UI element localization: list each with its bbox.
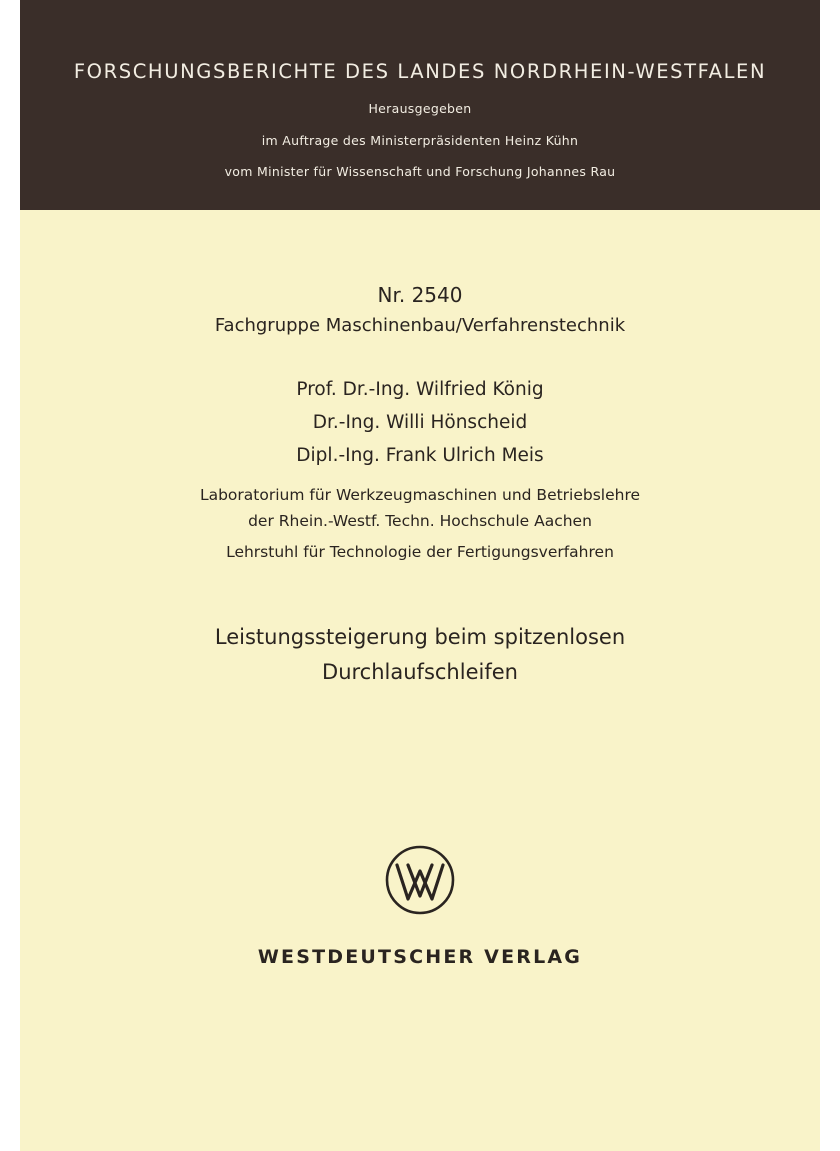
author-3: Dipl.-Ing. Frank Ulrich Meis: [296, 445, 544, 466]
series-title: FORSCHUNGSBERICHTE DES LANDES NORDRHEIN-WESTFALEN: [73, 60, 767, 83]
report-number: Nr. 2540: [377, 283, 463, 307]
editor-note-line-2: im Auftrage des Ministerpräsidenten Heinz Kühn: [261, 133, 579, 148]
editor-note-line-3: vom Minister für Wissenschaft und Forschung Johannes Rau: [224, 164, 616, 179]
institution-line-3: Lehrstuhl für Technologie der Fertigungsverfahren: [226, 543, 614, 561]
book-title-line-1: Leistungssteigerung beim spitzenlosen: [214, 625, 626, 649]
institution-line-1: Laboratorium für Werkzeugmaschinen und Betriebslehre: [199, 486, 641, 504]
wv-publisher-logo-icon: [384, 844, 456, 916]
book-cover: [20, 0, 820, 1151]
book-title-line-2: Durchlaufschleifen: [322, 660, 518, 684]
institution-line-2: der Rhein.-Westf. Techn. Hochschule Aachen: [248, 512, 592, 530]
series-header-band: [20, 0, 820, 210]
subject-group: Fachgruppe Maschinenbau/Verfahrenstechnik: [214, 315, 626, 336]
publisher-name: WESTDEUTSCHER VERLAG: [257, 946, 583, 968]
author-2: Dr.-Ing. Willi Hönscheid: [312, 412, 528, 433]
editor-note-line-1: Herausgegeben: [368, 101, 472, 116]
author-1: Prof. Dr.-Ing. Wilfried König: [296, 379, 544, 400]
